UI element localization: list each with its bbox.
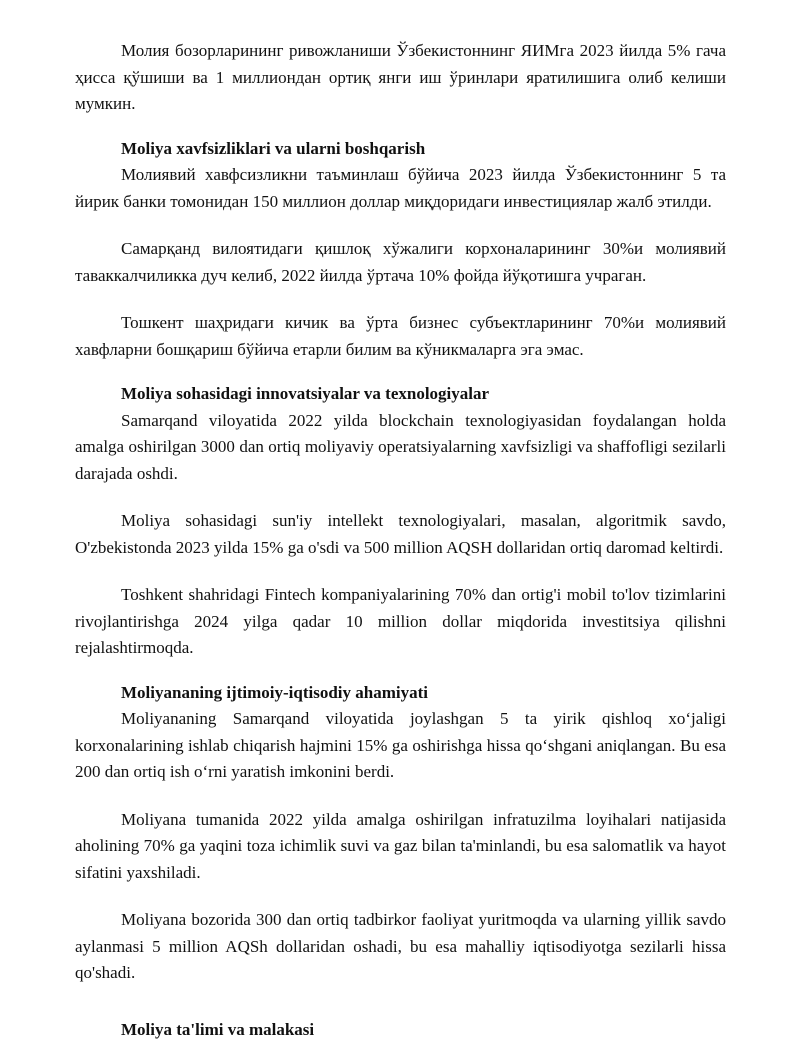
section-heading-security: Moliya xavfsizliklari va ularni boshqarish [75, 136, 726, 163]
paragraph: Moliyana bozorida 300 dan ortiq tadbirkor faoliyat yuritmoqda va ularning yillik savdo aylanmasi 5 million AQSh dollaridan oshadi, bu esa mahalliy iqtisodiyotga sezilarli hissa qo'shadi. [75, 907, 726, 987]
intro-paragraph: Молия бозорларининг ривожланиши Ўзбекистоннинг ЯИМга 2023 йилда 5% гача ҳисса қўшиши ва 1 миллиондан ортиқ янги иш ўринлари яратилишига олиб келиши мумкин. [75, 38, 726, 118]
paragraph: Samarqand viloyatida 2022 yilda blockchain texnologiyasidan foydalangan holda amalga oshirilgan 3000 dan ortiq moliyaviy operatsiyalarning xavfsizligi va shaffofligi sezilarli darajada oshdi. [75, 408, 726, 488]
section-heading-socioeconomic: Moliyananing ijtimoiy-iqtisodiy ahamiyati [75, 680, 726, 707]
section-heading-education: Moliya ta'limi va malakasi [75, 1017, 726, 1043]
paragraph: Moliyana tumanida 2022 yilda amalga oshirilgan infratuzilma loyihalari natijasida aholining 70% ga yaqini toza ichimlik suvi va gaz bilan ta'minlandi, bu esa salomatlik va hayot sifatini yaxshiladi. [75, 807, 726, 887]
paragraph: Moliya sohasidagi sun'iy intellekt texnologiyalari, masalan, algoritmik savdo, O'zbekistonda 2023 yilda 15% ga o'sdi va 500 million AQSH dollaridan ortiq daromad keltirdi. [75, 508, 726, 561]
paragraph: Toshkent shahridagi Fintech kompaniyalarining 70% dan ortig'i mobil to'lov tizimlarini rivojlantirishga 2024 yilga qadar 10 million dollar miqdorida investitsiya qilishni rejalashtirmoqda. [75, 582, 726, 662]
document-page [75, 38, 726, 1043]
paragraph: Тошкент шаҳридаги кичик ва ўрта бизнес субъектларининг 70%и молиявий хавфларни бошқариш бўйича етарли билим ва кўникмаларга эга эмас. [75, 310, 726, 363]
paragraph: Молиявий хавфсизликни таъминлаш бўйича 2023 йилда Ўзбекистоннинг 5 та йирик банки томонидан 150 миллион доллар миқдоридаги инвестициялар жалб этилди. [75, 162, 726, 215]
section-heading-innovations: Moliya sohasidagi innovatsiyalar va texnologiyalar [75, 381, 726, 408]
paragraph: Самарқанд вилоятидаги қишлоқ хўжалиги корхоналарининг 30%и молиявий таваккалчиликка дуч келиб, 2022 йилда ўртача 10% фойда йўқотишга учраган. [75, 236, 726, 289]
paragraph: Moliyananing Samarqand viloyatida joylashgan 5 ta yirik qishloq xo‘jaligi korxonalarining ishlab chiqarish hajmini 15% ga oshirishga hissa qo‘shgani aniqlangan. Bu esa 200 dan ortiq ish o‘rni yaratish imkonini berdi. [75, 706, 726, 786]
